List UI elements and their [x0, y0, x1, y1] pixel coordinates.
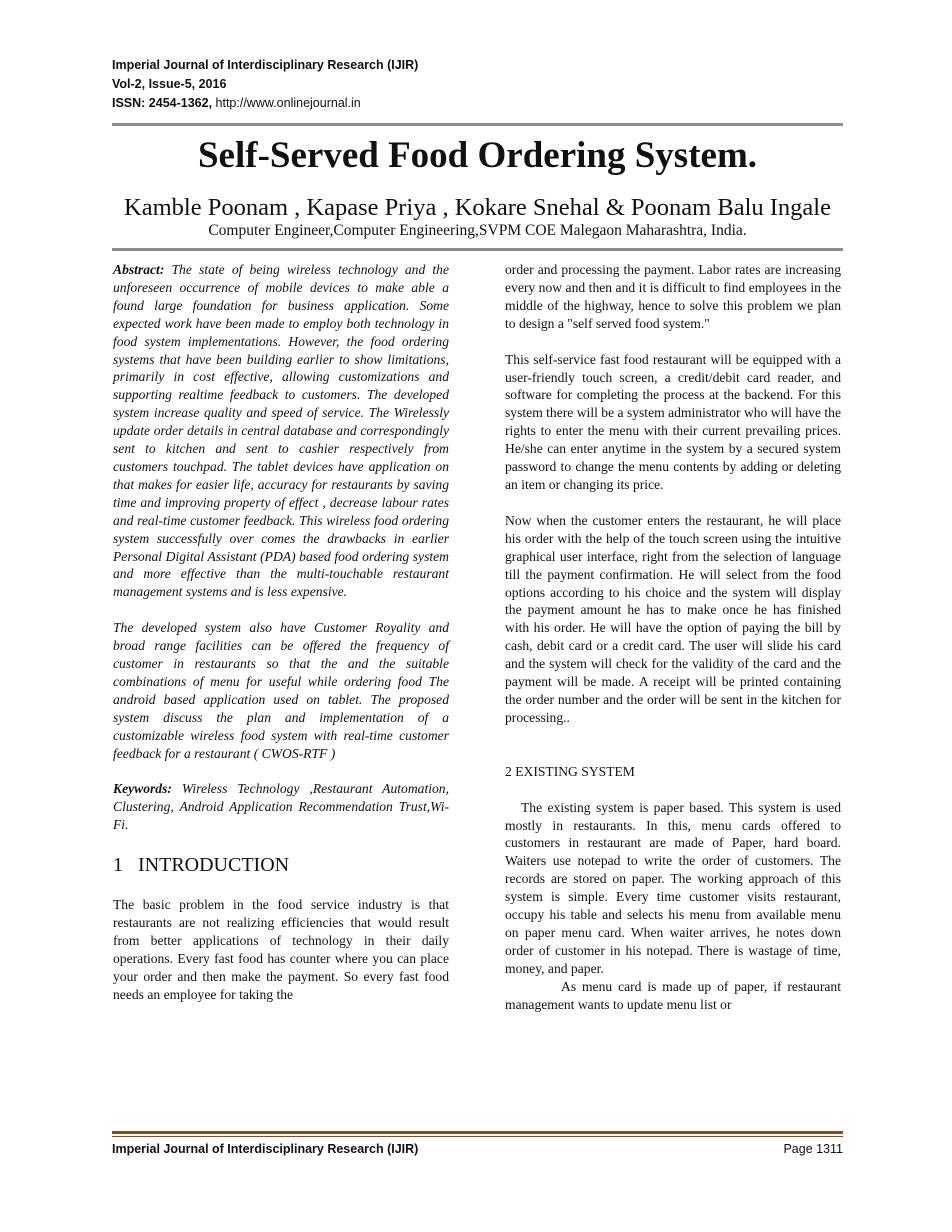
left-column: [113, 261, 449, 1004]
abstract-paragraph-2: The developed system also have Customer Royality and broad range facilities can be offered the frequency of customer in restaurants so that the and the suitable combinations of menu for useful while ordering food The android based application used on tablet. The proposed system discuss the plan and implementation of a customizable wireless food system with real-time customer feedback for a restaurant ( CWOS-RTF ): [113, 620, 449, 761]
journal-url[interactable]: http://www.onlinejournal.in: [212, 96, 361, 110]
existing-system-heading: 2 EXISTING SYSTEM: [505, 763, 635, 779]
body-paragraph-1: order and processing the payment. Labor rates are increasing every now and then and it is difficult to find employees in the middle of the highway, hence to solve this problem we plan to design a "self served food system.": [505, 262, 841, 331]
journal-name: Imperial Journal of Interdisciplinary Research (IJIR): [112, 58, 419, 72]
affiliation: Computer Engineer,Computer Engineering,SVPM COE Malegaon Maharashtra, India.: [208, 222, 747, 239]
abstract-label: Abstract:: [113, 262, 165, 277]
keywords-paragraph: [113, 780, 449, 834]
footer-divider-thin: [112, 1136, 843, 1137]
introduction-heading: 1 INTRODUCTION: [113, 854, 290, 877]
keywords-text: Wireless Technology ,Restaurant Automation, Clustering, Android Application Recommendation Trust,Wi-Fi.: [113, 781, 449, 833]
journal-issn-line: [112, 94, 852, 113]
page-number: Page 1311: [783, 1142, 843, 1156]
footer-divider: [112, 1131, 843, 1134]
body-paragraph-5: As menu card is made up of paper, if restaurant management wants to update menu list or: [505, 978, 841, 1012]
body-paragraph-4: The existing system is paper based. This system is used mostly in restaurants. In this, menu cards offered to customers in restaurant are made of Paper, hard board. Waiters use notepad to write the order of customers. The records are stored on paper. The working approach of this system is simple. Every time customer visits restaurant, occupy his table and selects his menu from available menu on paper menu card. When waiter arrives, he notes down order of customer in his notepad. There is wastage of time, money, and paper.: [505, 799, 841, 976]
journal-volume: Vol-2, Issue-5, 2016: [112, 77, 227, 91]
body-paragraph-3: Now when the customer enters the restaurant, he will place his order with the help of the touch screen using the intuitive graphical user interface, right from the selection of language till the payment confirmation. He will select from the food options according to his choice and the system will display the payment amount he has to make once he has finished with his order. He will have the option of paying the bill by cash, debit card or a credit card. The user will slide his card and the system will check for the validity of the card and the payment will be made. A receipt will be printed containing the order number and the order will be sent in the kitchen for processing..: [505, 512, 841, 725]
introduction-text: The basic problem in the food service industry is that restaurants are not realizing efficiencies that would result from better applications of technology in their daily operations. Every fast food has counter where you can place your order and then make the payment. So every fast food needs an employee for taking the: [113, 897, 449, 1002]
abstract-text: The state of being wireless technology and the unforeseen occurrence of mobile devices to make able a found large foundation for business application. Some expected work have been made to employ both technology in food system implementations. However, the food ordering systems that have been building earlier to show limitations, primarily in cost effective, allowing customizations and supporting realtime feedback to customers. The developed system increase quality and speed of service. The Wirelessly update order details in central database and correspondingly sent to kitchen and sent to cashier respectively from customers touchpad. The tablet devices have application on that makes for easier life, accuracy for restaurants by saving time and improving property of effect , decrease labour rates and real-time customer feedback. This wireless food ordering system successfully over comes the drawbacks in earlier Personal Digital Assistant (PDA) based food ordering system and more effective than the multi-touchable restaurant management systems and is less expensive.: [113, 262, 449, 600]
keywords-label: Keywords:: [113, 781, 172, 797]
body-paragraph-2: This self-service fast food restaurant will be equipped with a user-friendly touch screen, a credit/debit card reader, and software for completing the process at the backend. For this system there will be a system administrator who will have the rights to enter the menu with their current prevailing prices. He/she can enter anytime in the system by a secured system password to change the menu contents by adding or deleting an item or changing its price.: [505, 351, 841, 492]
title-divider: [112, 248, 843, 251]
issn: ISSN: 2454-1362,: [112, 96, 213, 110]
abstract-paragraph: [113, 261, 449, 601]
author-list: Kamble Poonam , Kapase Priya , Kokare Snehal & Poonam Balu Ingale: [124, 194, 831, 221]
right-column: [505, 261, 841, 1014]
header-divider: [112, 123, 843, 126]
journal-header: [112, 56, 852, 113]
footer-journal-name: Imperial Journal of Interdisciplinary Research (IJIR): [112, 1142, 419, 1156]
page-footer: [112, 1140, 843, 1158]
paper-title: Self-Served Food Ordering System.: [197, 135, 758, 176]
